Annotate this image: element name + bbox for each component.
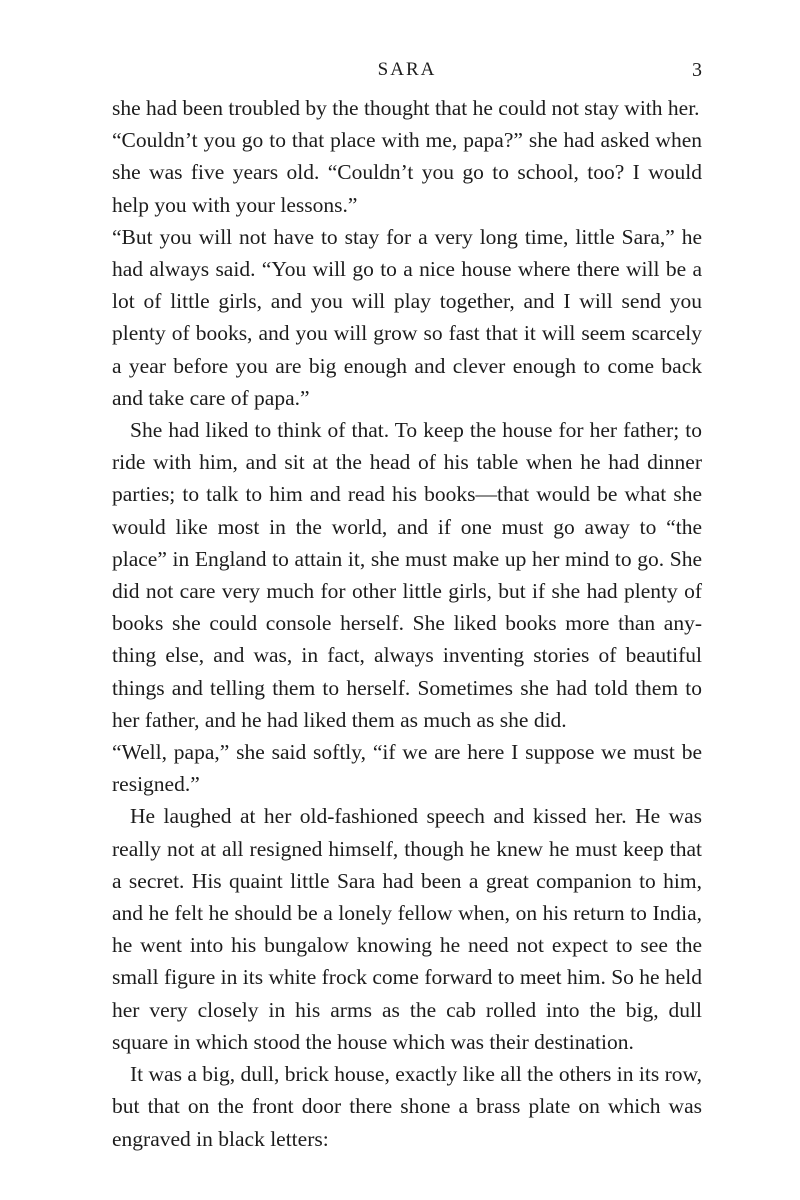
page-number: 3	[692, 59, 702, 81]
paragraph: “Well, papa,” she said softly, “if we are here I suppose we must be resigned.”	[112, 740, 702, 797]
running-header	[112, 56, 702, 92]
paragraph: It was a big, dull, brick house, exactly like all the others in its row, but that on the front door there shone a brass plate on which was engraved in black letters:	[112, 1062, 702, 1151]
body-text	[112, 92, 702, 1155]
book-page	[112, 56, 702, 1155]
running-title: SARA	[377, 59, 437, 80]
paragraph: He laughed at her old-fashioned speech and kissed her. He was really not at all resigned himself, though he knew he must keep that a secret. His quaint little Sara had been a great companion to him, and he felt he should be a lonely fellow when, on his return to India, he went into his bungalow knowing he need not expect to see the small figure in its white frock come forward to meet him. So he held her very closely in his arms as the cab rolled into the big, dull square in which stood the house which was their destination.	[112, 804, 702, 1054]
paragraph: “Couldn’t you go to that place with me, papa?” she had asked when she was five years old. “Couldn’t you go to school, too? I would help you with your lessons.”	[112, 128, 702, 217]
paragraph: “But you will not have to stay for a very long time, little Sara,” he had always said. “You will go to a nice house where there will be a lot of little girls, and you will play together, and I will send you plenty of books, and you will grow so fast that it will seem scarcely a year before you are big enough and clever enough to come back and take care of papa.”	[112, 224, 702, 410]
paragraph-continuation: she had been troubled by the thought that he could not stay with her.	[112, 96, 700, 120]
paragraph: She had liked to think of that. To keep the house for her father; to ride with him, and sit at the head of his table when he had dinner parties; to talk to him and read his books—that would be what she would like most in the world, and if one must go away to “the place” in England to attain it, she must make up her mind to go. She did not care very much for other little girls, but if she had plenty of books she could console herself. She liked books more than any-thing else, and was, in fact, always inventing stories of beautiful things and telling them to herself. Sometimes she had told them to her father, and he had liked them as much as she did.	[112, 418, 702, 732]
